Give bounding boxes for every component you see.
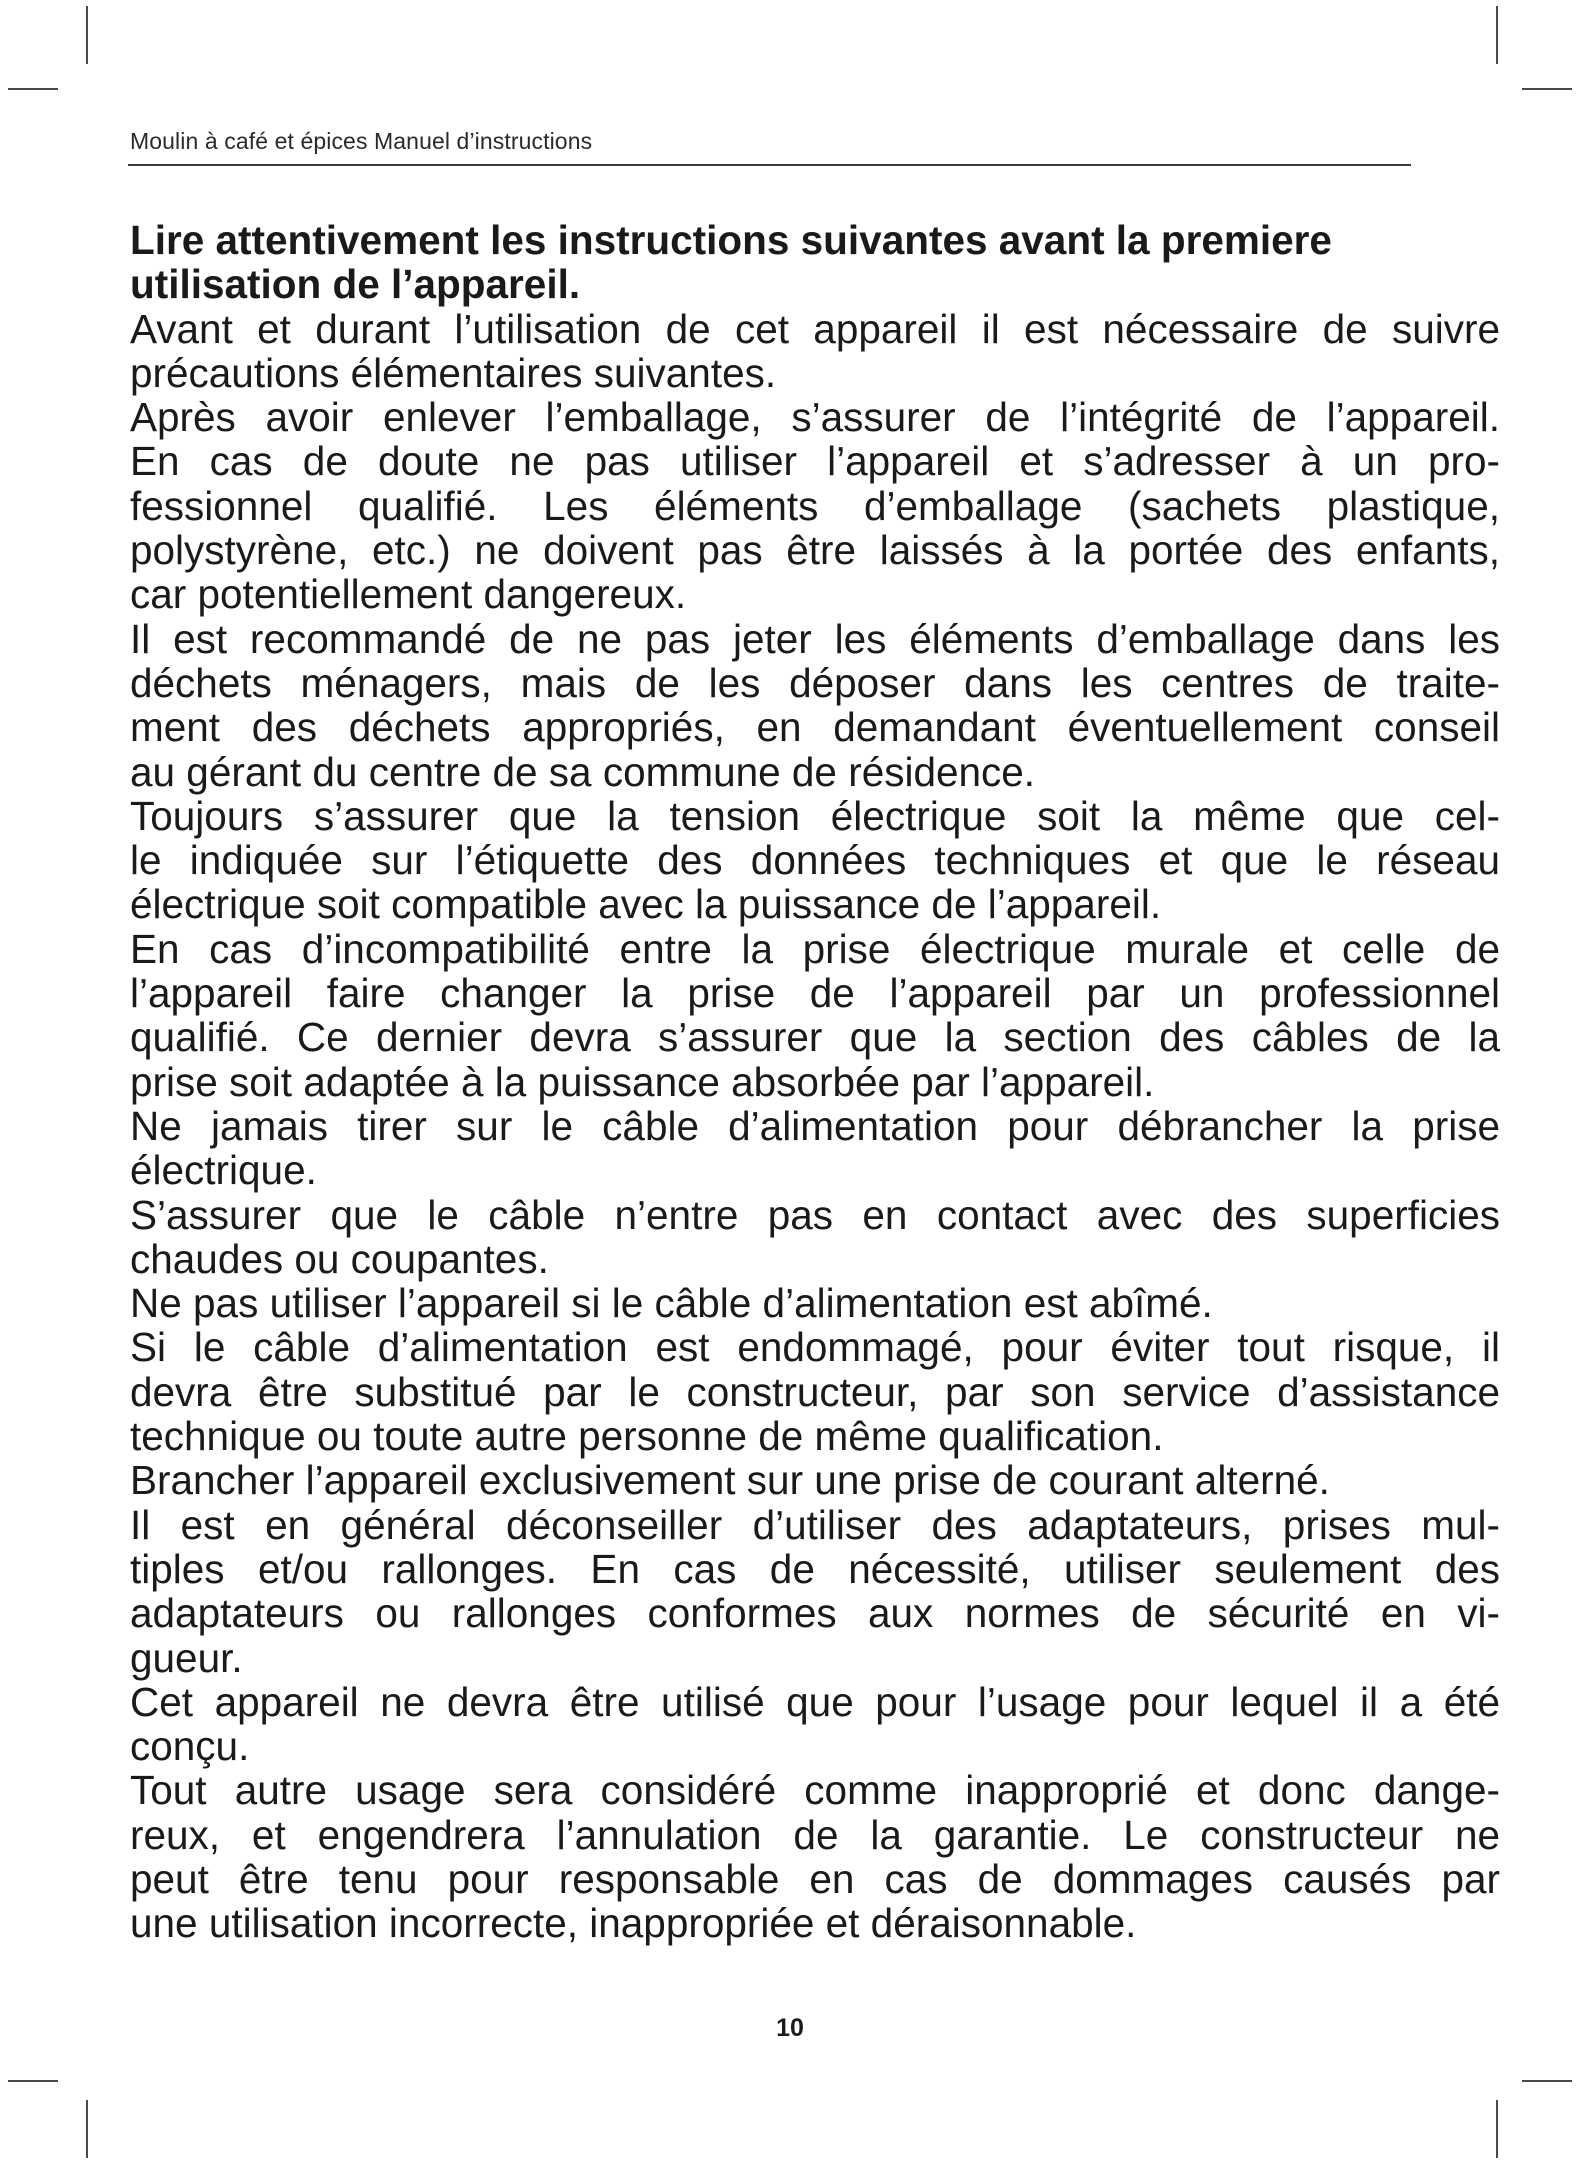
text-line: une utilisation incorrecte, inappropriée et déraisonnable. <box>130 1900 1137 1947</box>
text-line: le indiquée sur l’étiquette des données techniques et que le réseau <box>130 837 1500 884</box>
text-line: prise soit adaptée à la puissance absorbée par l’appareil. <box>130 1058 1155 1105</box>
header-rule <box>128 164 1411 166</box>
text-line: Tout autre usage sera considéré comme inapproprié et donc dange- <box>130 1767 1500 1814</box>
crop-mark-top-left-horizontal <box>8 88 58 90</box>
instruction-paragraph <box>130 1325 1500 1458</box>
text-line: adaptateurs ou rallonges conformes aux normes de sécurité en vi- <box>130 1590 1500 1637</box>
text-line: conçu. <box>130 1723 250 1770</box>
text-line: devra être substitué par le constructeur, par son service d’assistance <box>130 1368 1500 1415</box>
text-line: Lire attentivement les instructions suivantes avant la premiere <box>130 217 1332 263</box>
instruction-paragraph <box>130 1458 1500 1502</box>
text-line: l’appareil faire changer la prise de l’appareil par un professionnel <box>130 970 1500 1017</box>
running-header: Moulin à café et épices Manuel d’instructions <box>130 128 593 154</box>
text-line: S’assurer que le câble n’entre pas en contact avec des superficies <box>130 1191 1500 1238</box>
text-line: gueur. <box>130 1634 243 1681</box>
instruction-paragraph <box>130 1680 1500 1769</box>
instruction-paragraph <box>130 617 1500 794</box>
instruction-paragraph <box>130 1193 1500 1282</box>
text-line: au gérant du centre de sa commune de résidence. <box>130 748 1036 795</box>
manual-body <box>130 218 1500 1946</box>
text-line: Ne jamais tirer sur le câble d’alimentation pour débrancher la prise <box>130 1102 1500 1149</box>
text-line: qualifié. Ce dernier devra s’assurer que la section des câbles de la <box>130 1014 1500 1061</box>
text-line: Si le câble d’alimentation est endommagé, pour éviter tout risque, il <box>130 1324 1500 1371</box>
text-line: Brancher l’appareil exclusivement sur une prise de courant alterné. <box>130 1457 1330 1504</box>
crop-mark-bottom-left-horizontal <box>8 2080 58 2082</box>
text-line: En cas d’incompatibilité entre la prise électrique murale et celle de <box>130 925 1500 972</box>
text-line: Avant et durant l’utilisation de cet appareil il est nécessaire de suivre <box>130 305 1500 352</box>
text-line: car potentiellement dangereux. <box>130 571 687 618</box>
instruction-paragraph <box>130 1104 1500 1193</box>
text-line: électrique soit compatible avec la puissance de l’appareil. <box>130 881 1162 928</box>
text-line: peut être tenu pour responsable en cas de dommages causés par <box>130 1855 1500 1902</box>
text-line: Toujours s’assurer que la tension électrique soit la même que cel- <box>130 792 1500 839</box>
crop-mark-bottom-right-vertical <box>1496 2100 1498 2158</box>
text-line: Après avoir enlever l’emballage, s’assurer de l’intégrité de l’appareil. <box>130 394 1500 441</box>
crop-mark-top-left-vertical <box>86 6 88 64</box>
crop-mark-top-right-horizontal <box>1522 88 1572 90</box>
text-line: précautions élémentaires suivantes. <box>130 349 777 396</box>
instruction-paragraph <box>130 1768 1500 1945</box>
text-line: Il est en général déconseiller d’utiliser des adaptateurs, prises mul- <box>130 1501 1500 1548</box>
text-line: déchets ménagers, mais de les déposer dans les centres de traite- <box>130 659 1500 706</box>
intro-title <box>130 218 1500 307</box>
text-line: Ne pas utiliser l’appareil si le câble d’alimentation est abîmé. <box>130 1280 1213 1327</box>
text-line: En cas de doute ne pas utiliser l’appareil et s’adresser à un pro- <box>130 438 1500 485</box>
text-line: utilisation de l’appareil. <box>130 261 581 308</box>
page-number: 10 <box>776 2014 804 2042</box>
instruction-paragraph <box>130 927 1500 1104</box>
crop-mark-top-right-vertical <box>1496 6 1498 64</box>
instruction-paragraph <box>130 307 1500 396</box>
crop-mark-bottom-right-horizontal <box>1522 2080 1572 2082</box>
text-line: technique ou toute autre personne de même qualification. <box>130 1413 1164 1460</box>
text-line: Il est recommandé de ne pas jeter les éléments d’emballage dans les <box>130 615 1500 662</box>
crop-mark-bottom-left-vertical <box>86 2100 88 2158</box>
text-line: ment des déchets appropriés, en demandant éventuellement conseil <box>130 704 1500 751</box>
text-line: polystyrène, etc.) ne doivent pas être laissés à la portée des enfants, <box>130 527 1500 574</box>
text-line: fessionnel qualifié. Les éléments d’emballage (sachets plastique, <box>130 482 1500 529</box>
text-line: électrique. <box>130 1147 317 1194</box>
text-line: Cet appareil ne devra être utilisé que pour l’usage pour lequel il a été <box>130 1678 1500 1725</box>
text-line: tiples et/ou rallonges. En cas de nécessité, utiliser seulement des <box>130 1545 1500 1592</box>
instruction-paragraph <box>130 1281 1500 1325</box>
instruction-paragraph <box>130 395 1500 616</box>
instruction-paragraph <box>130 794 1500 927</box>
text-line: chaudes ou coupantes. <box>130 1235 549 1282</box>
text-line: reux, et engendrera l’annulation de la garantie. Le constructeur ne <box>130 1811 1500 1858</box>
instruction-paragraph <box>130 1503 1500 1680</box>
